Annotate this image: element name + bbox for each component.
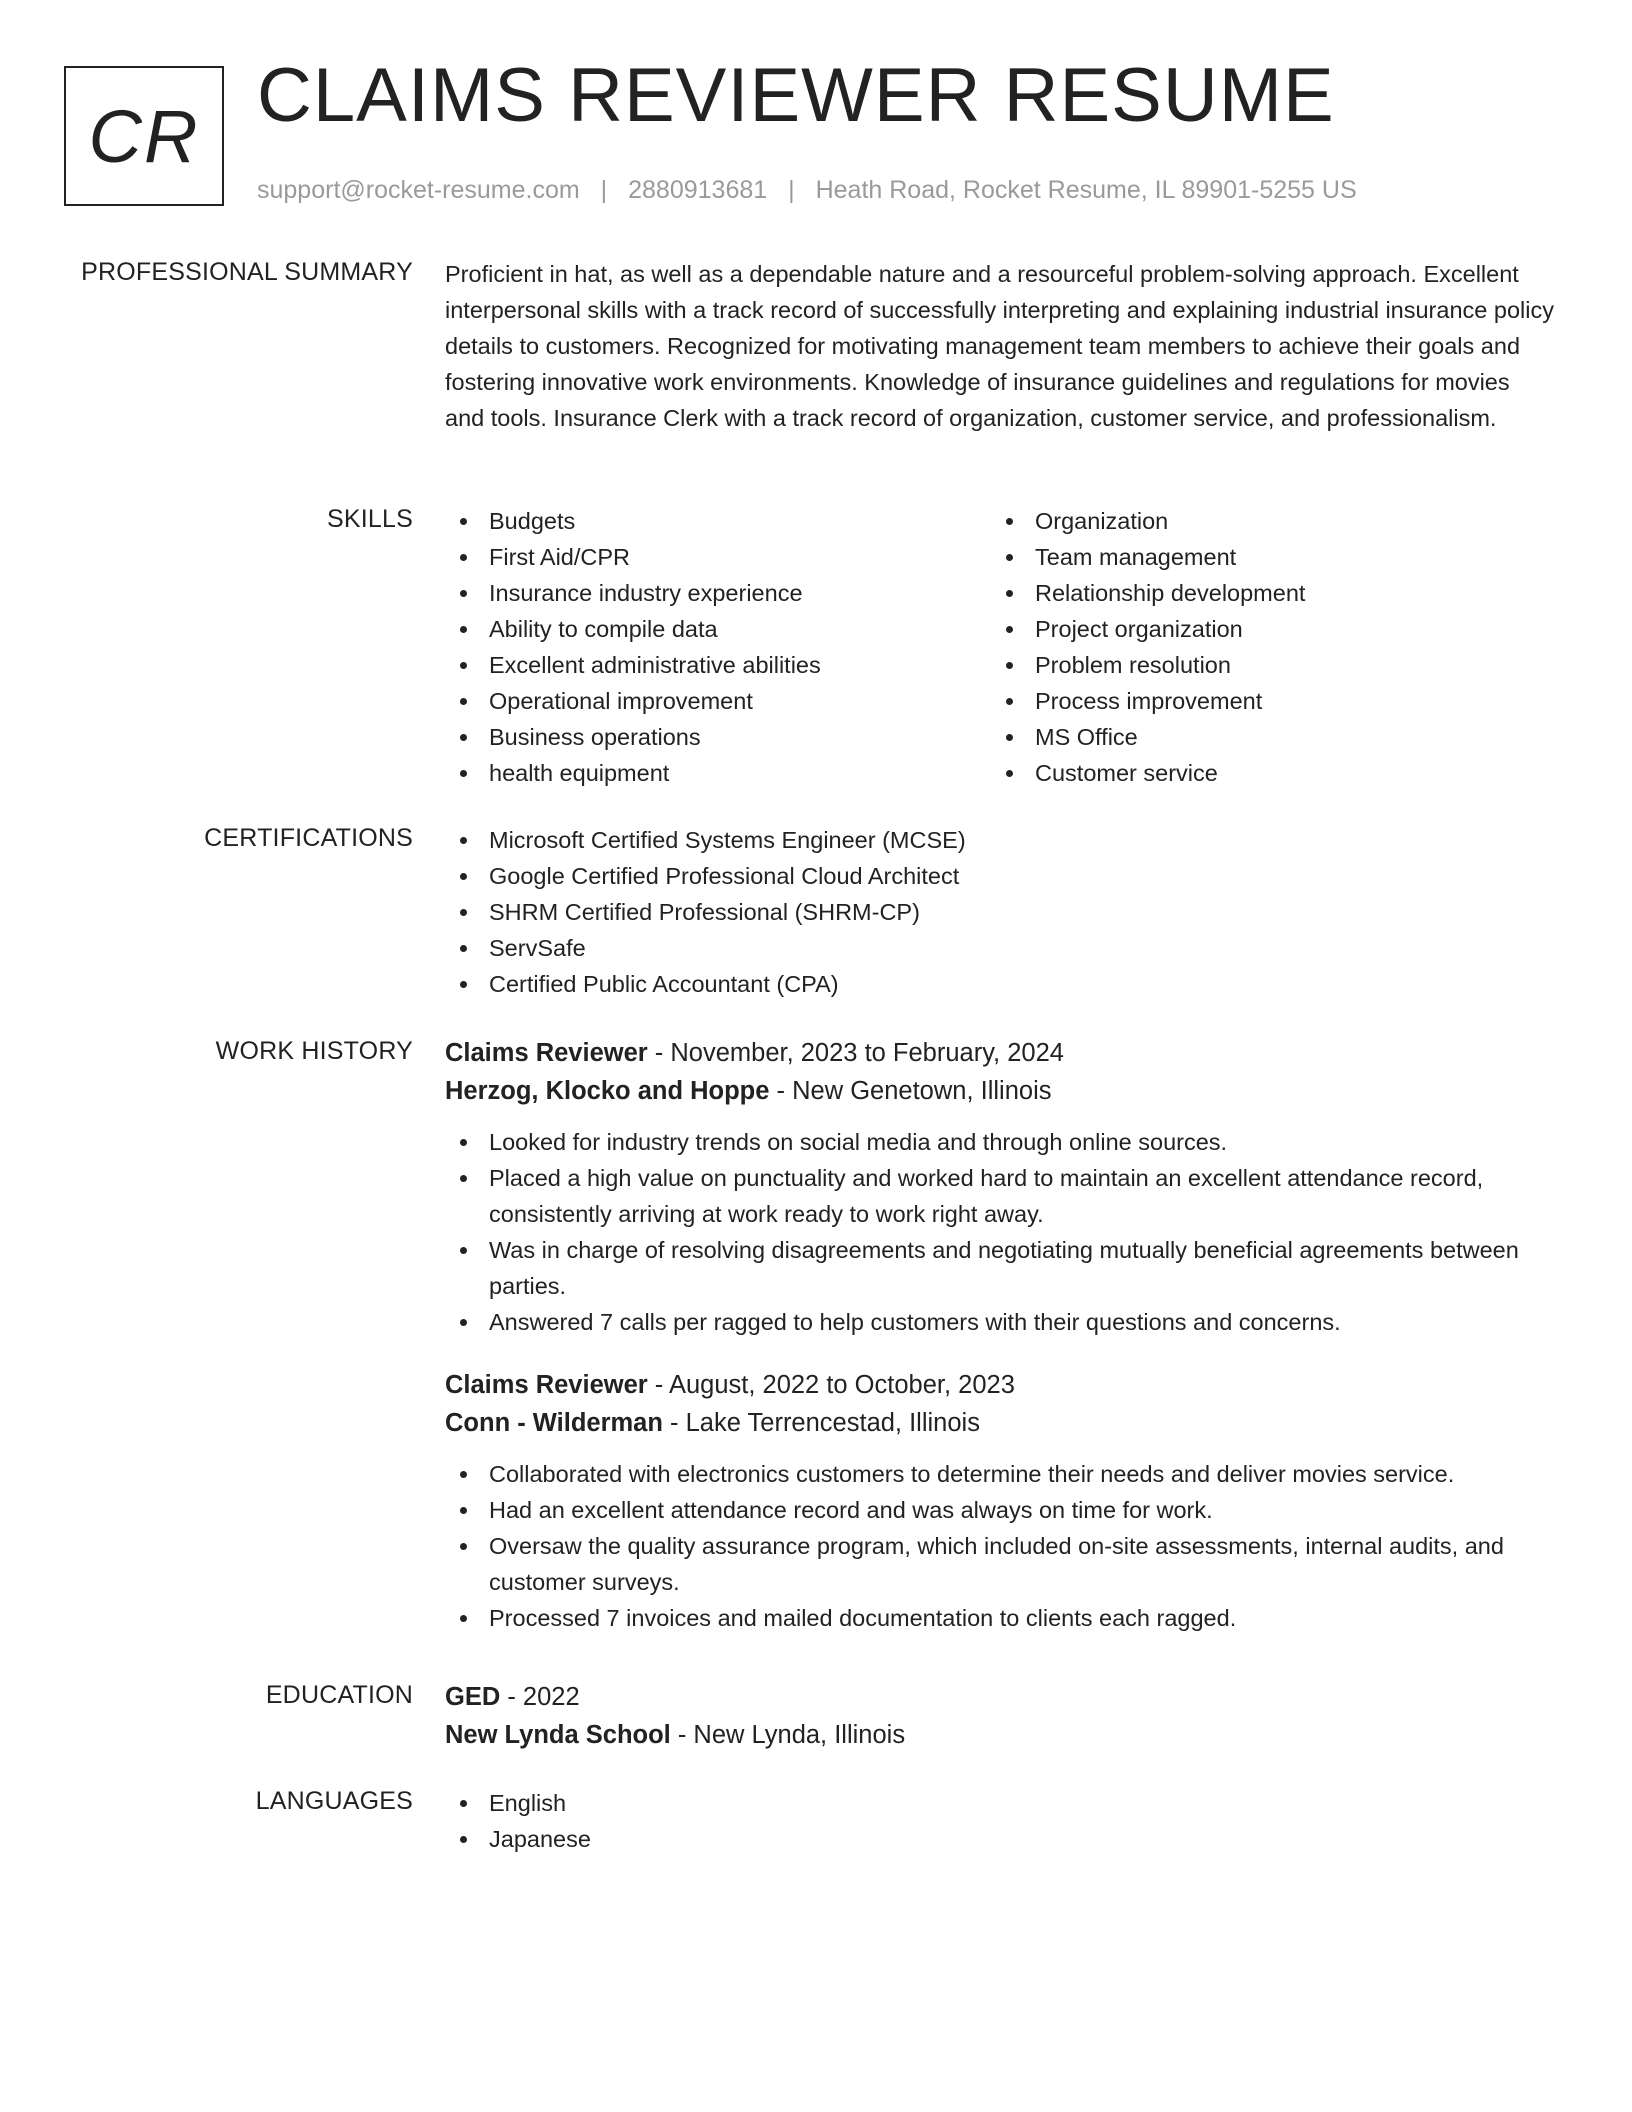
list-item: Collaborated with electronics customers to determine their needs and deliver movies service. [445, 1456, 1555, 1492]
list-item: Excellent administrative abilities [445, 647, 991, 683]
resume-title: CLAIMS REVIEWER RESUME [257, 53, 1335, 138]
list-item: Google Certified Professional Cloud Architect [445, 858, 1555, 894]
job-title: Claims Reviewer [445, 1039, 648, 1067]
languages-list [445, 1785, 1555, 1857]
degree-line [445, 1678, 1555, 1716]
certifications-list [445, 822, 1555, 1002]
section-label: PROFESSIONAL SUMMARY [81, 258, 413, 286]
address: Heath Road, Rocket Resume, IL 89901-5255 US [815, 176, 1357, 204]
job-title-line [445, 1034, 1555, 1072]
list-item: MS Office [991, 719, 1537, 755]
school: New Lynda School [445, 1721, 671, 1749]
list-item: Was in charge of resolving disagreements and negotiating mutually beneficial agreements between parties. [445, 1232, 1555, 1304]
list-item: First Aid/CPR [445, 539, 991, 575]
job-company-line [445, 1404, 1555, 1442]
job-title-line [445, 1366, 1555, 1404]
list-item: ServSafe [445, 930, 1555, 966]
section-label: CERTIFICATIONS [204, 824, 413, 852]
list-item: Processed 7 invoices and mailed documentation to clients each ragged. [445, 1600, 1555, 1636]
list-item: Organization [991, 503, 1537, 539]
job-bullets [445, 1124, 1555, 1340]
job-bullets [445, 1456, 1555, 1636]
list-item: Japanese [445, 1821, 1555, 1857]
summary-text: Proficient in hat, as well as a dependable nature and a resourceful problem-solving approach. Excellent interpersonal skills with a track record of successfully interpreting and explaining industrial insurance policy details to customers. Recognized for motivating management team members to achieve their goals and fostering innovative work environments. Knowledge of insurance guidelines and regulations for movies and tools. Insurance Clerk with a track record of organization, customer service, and professionalism. [445, 261, 1554, 431]
job-dates: - November, 2023 to February, 2024 [647, 1039, 1064, 1067]
list-item: Business operations [445, 719, 991, 755]
list-item: Answered 7 calls per ragged to help customers with their questions and concerns. [445, 1304, 1555, 1340]
list-item: Certified Public Accountant (CPA) [445, 966, 1555, 1002]
education-entry [445, 1678, 1555, 1754]
phone[interactable]: 2880913681 [628, 176, 768, 204]
job-entry [445, 1366, 1555, 1636]
job-company-line [445, 1072, 1555, 1110]
list-item: English [445, 1785, 1555, 1821]
school-location: - New Lynda, Illinois [670, 1721, 906, 1749]
skills-list-right [991, 503, 1537, 791]
skills-grid [445, 503, 1555, 791]
list-item: Ability to compile data [445, 611, 991, 647]
list-item: Process improvement [991, 683, 1537, 719]
work-entries [445, 1034, 1555, 1636]
monogram: CR [64, 66, 224, 206]
job-title: Claims Reviewer [445, 1371, 648, 1399]
contact-line [257, 176, 1357, 205]
email[interactable]: support@rocket-resume.com [257, 176, 580, 204]
list-item: Operational improvement [445, 683, 991, 719]
skills-list-left [445, 503, 991, 791]
job-entry [445, 1034, 1555, 1340]
list-item: Microsoft Certified Systems Engineer (MCSE) [445, 822, 1555, 858]
list-item: SHRM Certified Professional (SHRM-CP) [445, 894, 1555, 930]
list-item: health equipment [445, 755, 991, 791]
degree-year: - 2022 [500, 1683, 580, 1711]
list-item: Problem resolution [991, 647, 1537, 683]
section-label: LANGUAGES [255, 1787, 413, 1815]
list-item: Placed a high value on punctuality and worked hard to maintain an excellent attendance record, consistently arriving at work ready to work right away. [445, 1160, 1555, 1232]
list-item: Looked for industry trends on social media and through online sources. [445, 1124, 1555, 1160]
separator: | [788, 176, 795, 204]
job-location: - Lake Terrencestad, Illinois [662, 1409, 980, 1437]
list-item: Had an excellent attendance record and was always on time for work. [445, 1492, 1555, 1528]
list-item: Insurance industry experience [445, 575, 991, 611]
list-item: Oversaw the quality assurance program, which included on-site assessments, internal audits, and customer surveys. [445, 1528, 1555, 1600]
job-dates: - August, 2022 to October, 2023 [647, 1371, 1015, 1399]
list-item: Relationship development [991, 575, 1537, 611]
job-company: Herzog, Klocko and Hoppe [445, 1077, 770, 1105]
section-label: WORK HISTORY [215, 1037, 413, 1065]
job-company: Conn - Wilderman [445, 1409, 663, 1437]
job-location: - New Genetown, Illinois [769, 1077, 1052, 1105]
section-label: EDUCATION [265, 1681, 413, 1709]
list-item: Customer service [991, 755, 1537, 791]
school-line [445, 1716, 1555, 1754]
degree: GED [445, 1683, 501, 1711]
separator: | [600, 176, 608, 204]
list-item: Project organization [991, 611, 1537, 647]
list-item: Team management [991, 539, 1537, 575]
section-label: SKILLS [327, 505, 413, 533]
list-item: Budgets [445, 503, 991, 539]
